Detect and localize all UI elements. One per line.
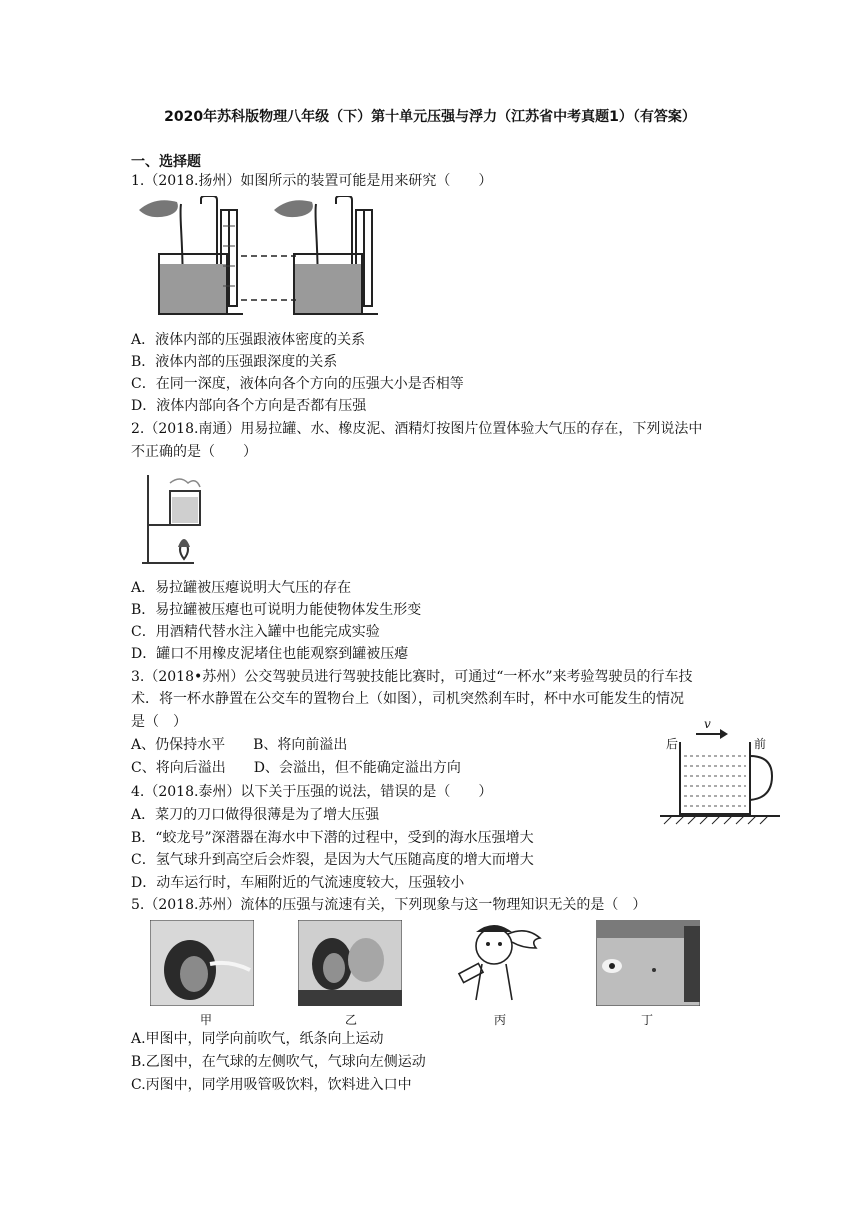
q1-option-c: C．在同一深度，液体向各个方向的压强大小是否相等 (131, 376, 464, 392)
q4-option-b: B．“蛟龙号”深潜器在海水中下潜的过程中，受到的海水压强增大 (131, 830, 534, 846)
q3-stem-line2: 术．将一杯水静置在公交车的置物台上（如图），司机突然刹车时，杯中水可能发生的情况 (131, 691, 684, 707)
q2-can-burner-figure (138, 469, 242, 569)
q1-pressure-gauge-figure (131, 196, 383, 322)
q3-stem-line1: 3.（2018•苏州）公交驾驶员进行驾驶技能比赛时，可通过“一杯水”来考验驾驶员的行车技 (131, 669, 693, 685)
q4-option-c: C．氢气球升到高空后会炸裂，是因为大气压随高度的增大而增大 (131, 852, 534, 868)
q5-option-a: A.甲图中，同学向前吹气，纸条向上运动 (131, 1031, 384, 1047)
q2-option-a: A．易拉罐被压瘪说明大气压的存在 (131, 580, 352, 596)
q5-stem: 5.（2018.苏州）流体的压强与流速有关，下列现象与这一物理知识无关的是（ ） (131, 897, 647, 913)
q2-stem-line2: 不正确的是（ ） (131, 444, 257, 460)
q2-stem-line1: 2.（2018.南通）用易拉罐、水、橡皮泥、酒精灯按图片位置体验大气压的存在，下列说法中 (131, 421, 703, 437)
q5-label-yi: 乙 (345, 1013, 358, 1027)
q5-label-ding: 丁 (641, 1013, 654, 1027)
q4-option-d: D．动车运行时，车厢附近的气流速度较大，压强较小 (131, 875, 465, 891)
q1-option-a: A．液体内部的压强跟液体密度的关系 (131, 332, 366, 348)
q5-photo-ding (596, 920, 700, 1006)
q3-options-row1: A、仍保持水平 B、将向前溢出 (131, 737, 348, 753)
q1-stem: 1.（2018.扬州）如图所示的装置可能是用来研究（ ） (131, 173, 493, 189)
q5-photo-jia (150, 920, 254, 1006)
q5-label-jia: 甲 (200, 1013, 213, 1027)
q5-option-c: C.丙图中，同学用吸管吸饮料，饮料进入口中 (131, 1077, 412, 1093)
q5-drawing-bing (446, 920, 550, 1006)
q5-photo-yi (298, 920, 402, 1006)
section-heading: 一、选择题 (131, 154, 201, 170)
q3-label-front: 前 (754, 737, 767, 751)
q2-option-b: B．易拉罐被压瘪也可说明力能使物体发生形变 (131, 602, 422, 618)
q4-stem: 4.（2018.泰州）以下关于压强的说法，错误的是（ ） (131, 784, 493, 800)
q5-option-b: B.乙图中，在气球的左侧吹气，气球向左侧运动 (131, 1054, 426, 1070)
q3-options-row2: C、将向后溢出 D、会溢出，但不能确定溢出方向 (131, 760, 461, 776)
q3-cup-figure (660, 716, 780, 826)
q5-label-bing: 丙 (494, 1013, 507, 1027)
document-title: 2020年苏科版物理八年级（下）第十单元压强与浮力（江苏省中考真题1）（有答案） (164, 109, 696, 125)
q4-option-a: A．菜刀的刀口做得很薄是为了增大压强 (131, 807, 380, 823)
q1-option-d: D．液体内部向各个方向是否都有压强 (131, 398, 367, 414)
q2-option-c: C．用酒精代替水注入罐中也能完成实验 (131, 624, 380, 640)
q1-option-b: B．液体内部的压强跟深度的关系 (131, 354, 338, 370)
q3-label-back: 后 (666, 737, 679, 751)
q3-stem-line3: 是（ ） (131, 714, 187, 730)
q2-option-d: D．罐口不用橡皮泥堵住也能观察到罐被压瘪 (131, 646, 409, 662)
q3-label-velocity: v (704, 717, 711, 731)
